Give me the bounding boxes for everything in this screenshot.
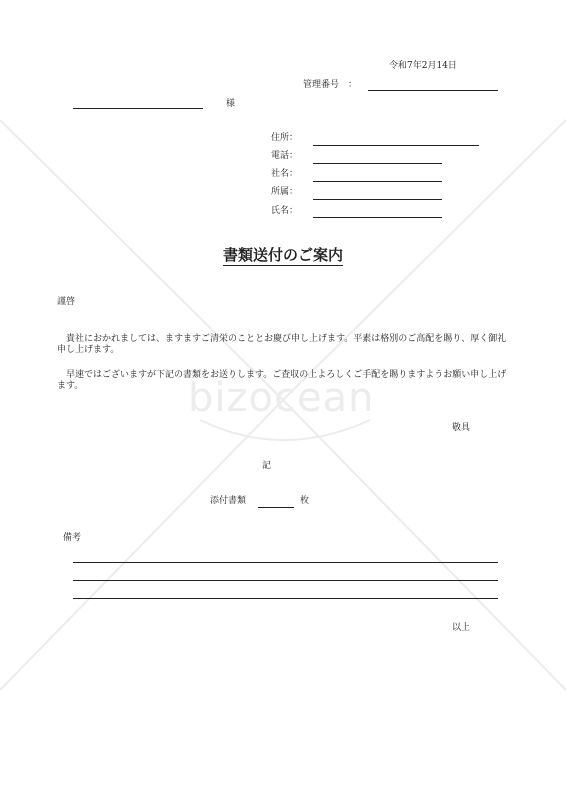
phone-line [313,163,442,164]
address-label: 住所： [271,133,299,143]
company-line [313,181,442,182]
remarks-line [73,580,498,581]
name-label: 氏名： [271,206,299,216]
attachment-label: 添付書類 [210,496,247,506]
company-label: 社名： [271,169,299,179]
remarks-line [73,598,498,599]
attachment-unit: 枚 [300,496,310,506]
paragraph-request: 早速ではございますが下記の書類をお送りします。ご査収の上よろしくご手配を賜りますようお願い申し上げます。 [57,370,507,391]
remarks-label: 備考 [63,533,82,543]
paragraph-greeting: 貴社におかれましては、ますますご清栄のこととお慶び申し上げます。平素は格別のご高配を賜り、厚く御礼申し上げます。 [57,334,507,355]
attachment-count-line [258,507,294,508]
watermark-text: bizocean [188,375,375,421]
remarks-line [73,562,498,563]
document-title [0,244,566,265]
phone-label: 電話： [271,151,299,161]
recipient-honorific: 様 [226,99,236,109]
ki-heading: 記 [262,461,272,471]
closing-word: 敬具 [452,423,471,433]
document-title-text: 書類送付のご案内 [222,246,343,264]
end-word: 以上 [452,623,471,633]
recipient-name-line [73,108,203,109]
address-line [313,145,479,146]
management-number-label: 管理番号 ： [303,80,358,90]
name-line [313,217,442,218]
department-line [313,199,442,200]
issue-date: 令和7年2月14日 [389,61,457,71]
opening-word: 謹啓 [57,297,76,307]
department-label: 所属： [271,187,299,197]
management-number-line [368,90,498,91]
